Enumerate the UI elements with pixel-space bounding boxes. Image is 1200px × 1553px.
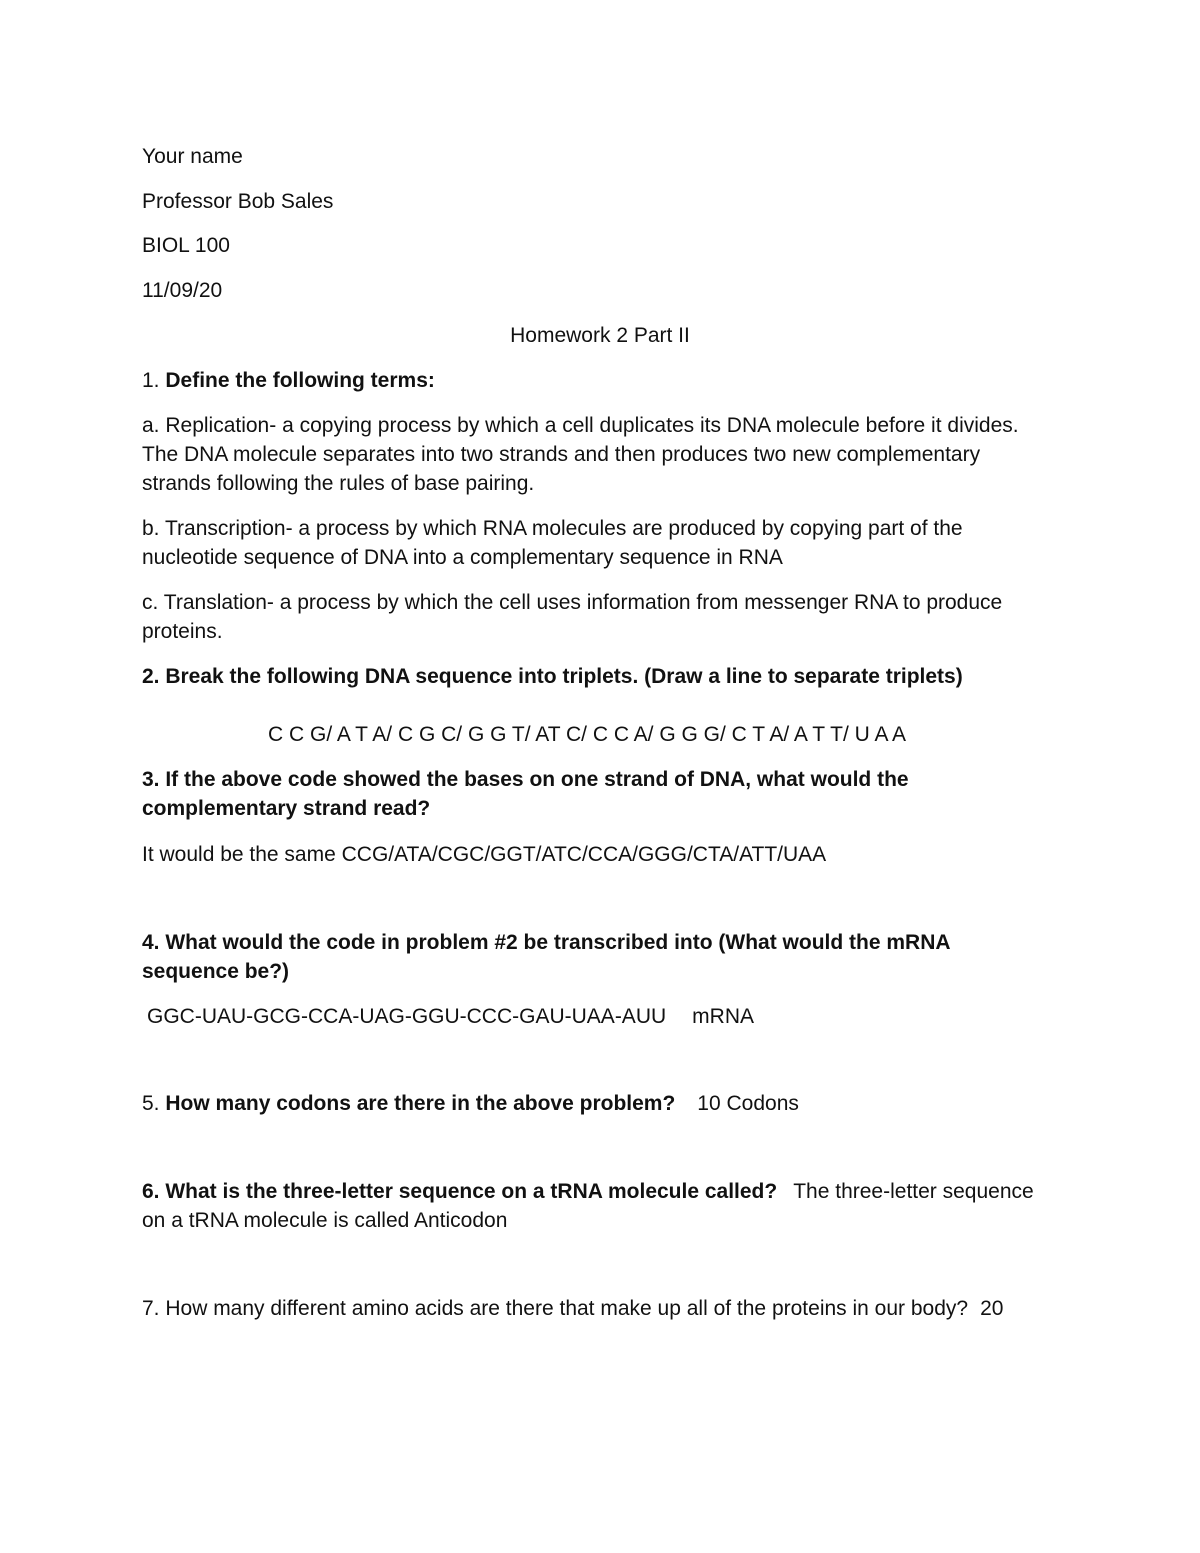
professor-name: Professor Bob Sales xyxy=(142,190,334,213)
question-5-number: 5. xyxy=(142,1092,166,1115)
answer-5: 10 Codons xyxy=(697,1092,799,1115)
question-7-text: 7. How many different amino acids are there that make up all of the proteins in our body? xyxy=(142,1297,969,1320)
question-6-text: 6. What is the three-letter sequence on a tRNA molecule called? xyxy=(142,1180,778,1203)
question-1-number: 1. xyxy=(142,369,166,392)
answer-4 xyxy=(147,1002,754,1031)
answer-2-triplets: C C G/ A T A/ C G C/ G G T/ AT C/ C C A/ G G G/ C T A/ A T T/ U A A xyxy=(268,723,907,746)
question-5-text: How many codons are there in the above problem? xyxy=(165,1092,676,1115)
answer-6: The three-letter sequence on a tRNA molecule is called Anticodon xyxy=(142,1180,1034,1232)
answer-3: It would be the same CCG/ATA/CGC/GGT/ATC/CCA/GGG/CTA/ATT/UAA xyxy=(142,843,827,866)
course-code: BIOL 100 xyxy=(142,234,230,257)
date: 11/09/20 xyxy=(142,279,223,302)
document-title: Homework 2 Part II xyxy=(510,324,690,347)
question-3: 3. If the above code showed the bases on one strand of DNA, what would the complementary strand read? xyxy=(142,768,909,820)
answer-1b: b. Transcription- a process by which RNA molecules are produced by copying part of the nucleotide sequence of DNA into a complementary sequence in RNA xyxy=(142,517,963,569)
answer-1a: a. Replication- a copying process by which a cell duplicates its DNA molecule before it divides. The DNA molecule separates into two strands and then produces two new complementary strands following the rules of base pairing. xyxy=(142,414,1019,495)
question-6 xyxy=(142,1177,1042,1235)
question-2: 2. Break the following DNA sequence into triplets. (Draw a line to separate triplets) xyxy=(142,665,963,688)
question-1-text: Define the following terms: xyxy=(165,369,435,392)
question-4: 4. What would the code in problem #2 be transcribed into (What would the mRNA sequence be?) xyxy=(142,931,950,983)
answer-7: 20 xyxy=(980,1297,1004,1320)
question-5 xyxy=(142,1089,799,1118)
answer-1c: c. Translation- a process by which the cell uses information from messenger RNA to produce proteins. xyxy=(142,591,1003,643)
answer-4-suffix: mRNA xyxy=(692,1005,754,1028)
question-7 xyxy=(142,1294,1042,1323)
question-1 xyxy=(142,366,435,395)
student-name: Your name xyxy=(142,145,243,168)
answer-4-sequence: GGC-UAU-GCG-CCA-UAG-GGU-CCC-GAU-UAA-AUU xyxy=(147,1005,667,1028)
